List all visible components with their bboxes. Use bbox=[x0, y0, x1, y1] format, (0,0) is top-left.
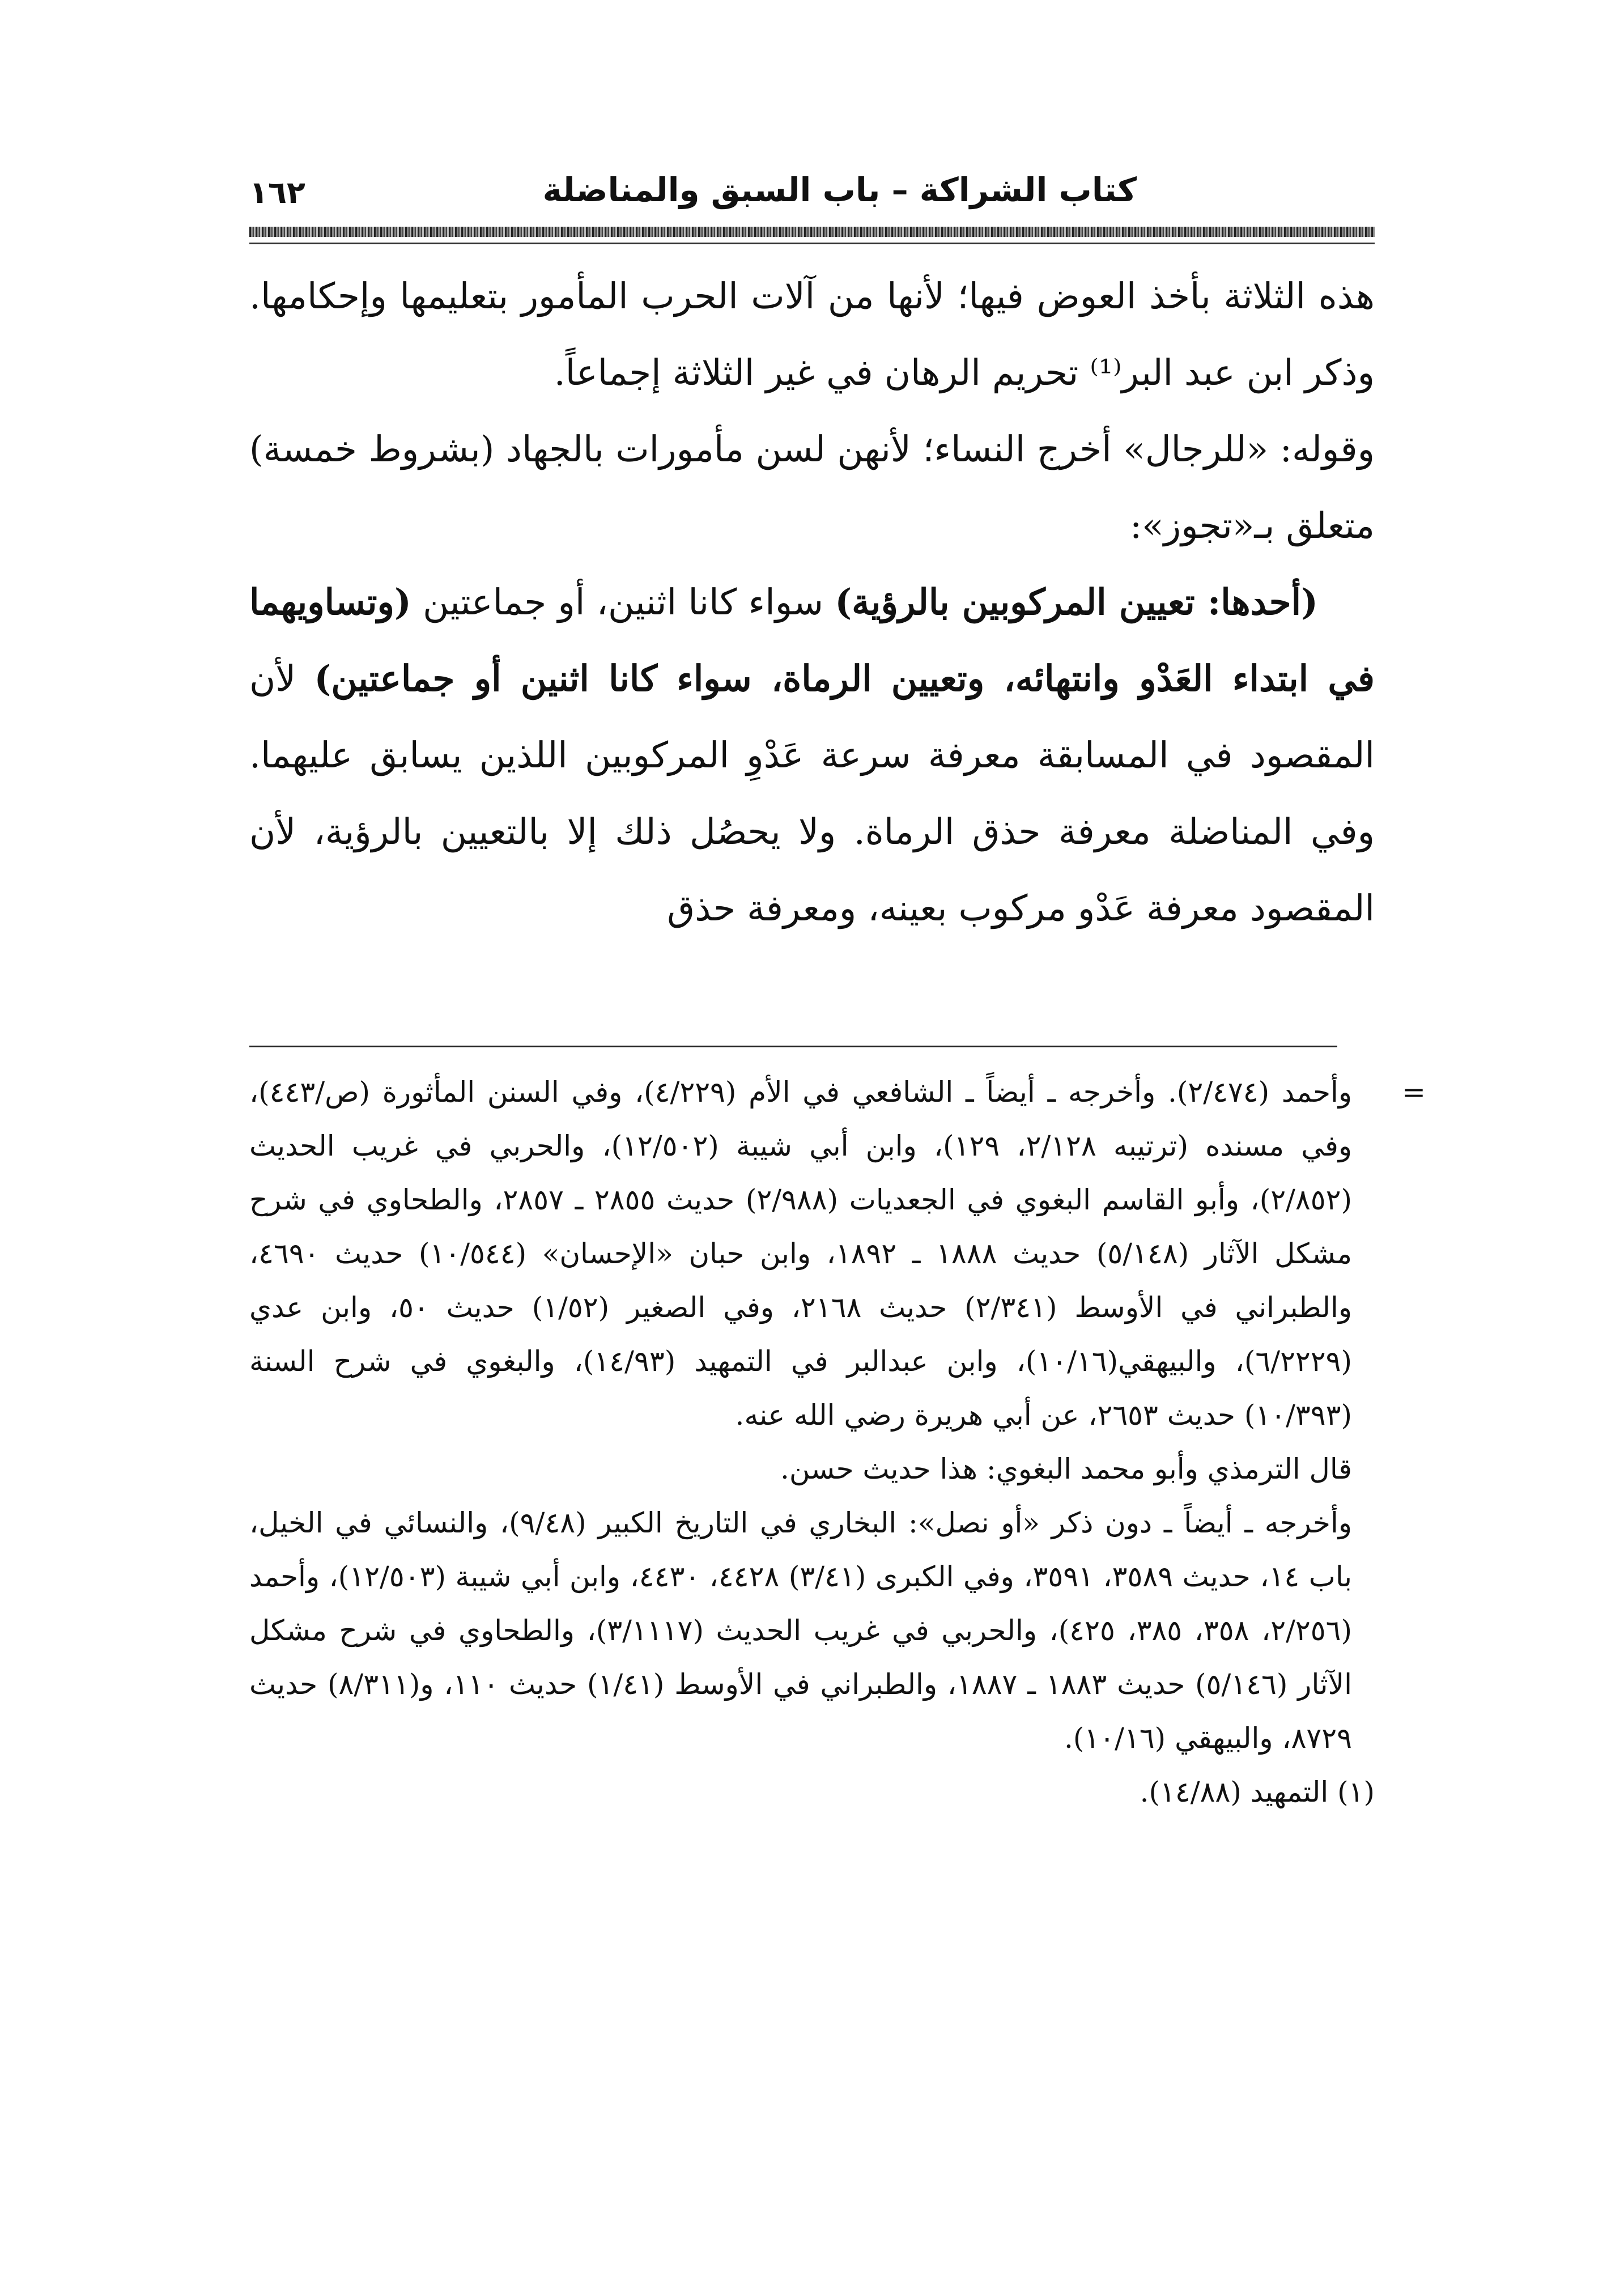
paragraph-1: هذه الثلاثة بأخذ العوض فيها؛ لأنها من آلات الحرب المأمور بتعليمها وإحكامها. وذكر ابن عبد البر⁽¹⁾ تحريم الرهان في غير الثلاثة إجماعاً. bbox=[249, 275, 1375, 393]
footnote-continued-1: وأحمد (٢/٤٧٤). وأخرجه ـ أيضاً ـ الشافعي في الأم (٤/٢٢٩)، وفي السنن المأثورة (ص/٤٤٣)، وفي مسنده (ترتيبه ٢/١٢٨، ١٢٩)، وابن أبي شيبة (١٢/٥٠٢)، والحربي في غريب الحديث (٢/٨٥٢)، وأبو القاسم البغوي في الجعديات (٢/٩٨٨) حديث ٢٨٥٥ ـ ٢٨٥٧، والطحاوي في شرح مشكل الآثار (٥/١٤٨) حديث ١٨٨٨ ـ ١٨٩٢، وابن حبان «الإحسان» (١٠/٥٤٤) حديث ٤٦٩٠، والطبراني في الأوسط (٢/٣٤١) حديث ٢١٦٨، وفي الصغير (١/٥٢) حديث ٥٠، وابن عدي (٦/٢٢٢٩)، والبيهقي(١٠/١٦)، وابن عبدالبر في التمهيد (١٤/٩٣)، والبغوي في شرح السنة (١٠/٣٩٣) حديث ٢٦٥٣، عن أبي هريرة رضي الله عنه. bbox=[249, 1076, 1353, 1432]
footnote-separator bbox=[249, 1046, 1337, 1047]
bold-condition-1: (أحدها: تعيين المركوبين بالرؤية) bbox=[835, 581, 1318, 623]
page-number: ١٦٢ bbox=[249, 175, 305, 210]
paragraph-3 bbox=[249, 564, 1375, 946]
continuation-mark: = bbox=[1402, 1076, 1426, 1109]
header-rule bbox=[249, 227, 1375, 237]
page-header bbox=[249, 164, 1375, 227]
footnote-continued-3: وأخرجه ـ أيضاً ـ دون ذكر «أو نصل»: البخاري في التاريخ الكبير (٩/٤٨)، والنسائي في الخيل، باب ١٤، حديث ٣٥٨٩، ٣٥٩١، وفي الكبرى (٣/٤١) ٤٤٢٨، ٤٤٣٠، وابن أبي شيبة (١٢/٥٠٣)، وأحمد (٢/٢٥٦، ٣٥٨، ٣٨٥، ٤٢٥)، والحربي في غريب الحديث (٣/١١١٧)، والطحاوي في شرح مشكل الآثار (٥/١٤٦) حديث ١٨٨٣ ـ ١٨٨٧، والطبراني في الأوسط (١/٤١) حديث ١١٠، و(٨/٣١١) حديث ٨٧٢٩، والبيهقي (١٠/١٦). bbox=[249, 1506, 1353, 1755]
paragraph-2: وقوله: «للرجال» أخرج النساء؛ لأنهن لسن مأمورات بالجهاد (بشروط خمسة) متعلق بـ«تجوز»: bbox=[249, 428, 1375, 546]
paragraph-3-text-2: لأن المقصود في المسابقة معرفة سرعة عَدْوِ المركوبين اللذين يسابق عليهما. وفي المناضلة معرفة حذق الرماة. ولا يحصُل ذلك إلا بالتعيين بالرؤية، لأن المقصود معرفة عَدْو مركوب بعينه، ومعرفة حذق bbox=[249, 658, 1375, 929]
footnote-continued-2: قال الترمذي وأبو محمد البغوي: هذا حديث حسن. bbox=[780, 1453, 1352, 1485]
bold-condition-2: (وتساويهما في ابتداء العَدْو وانتهائه، وتعيين الرماة، سواء كانا اثنين أو جماعتين) bbox=[249, 581, 1375, 699]
header-rule-thin bbox=[249, 243, 1375, 244]
paragraph-3-text-1: سواء كانا اثنين، أو جماعتين bbox=[411, 581, 835, 623]
main-text bbox=[249, 258, 1375, 1020]
footnotes bbox=[249, 1065, 1426, 1819]
running-title: كتاب الشراكة – باب السبق والمناضلة bbox=[542, 171, 1137, 209]
footnote-1: (١) التمهيد (١٤/٨٨). bbox=[1140, 1776, 1375, 1808]
